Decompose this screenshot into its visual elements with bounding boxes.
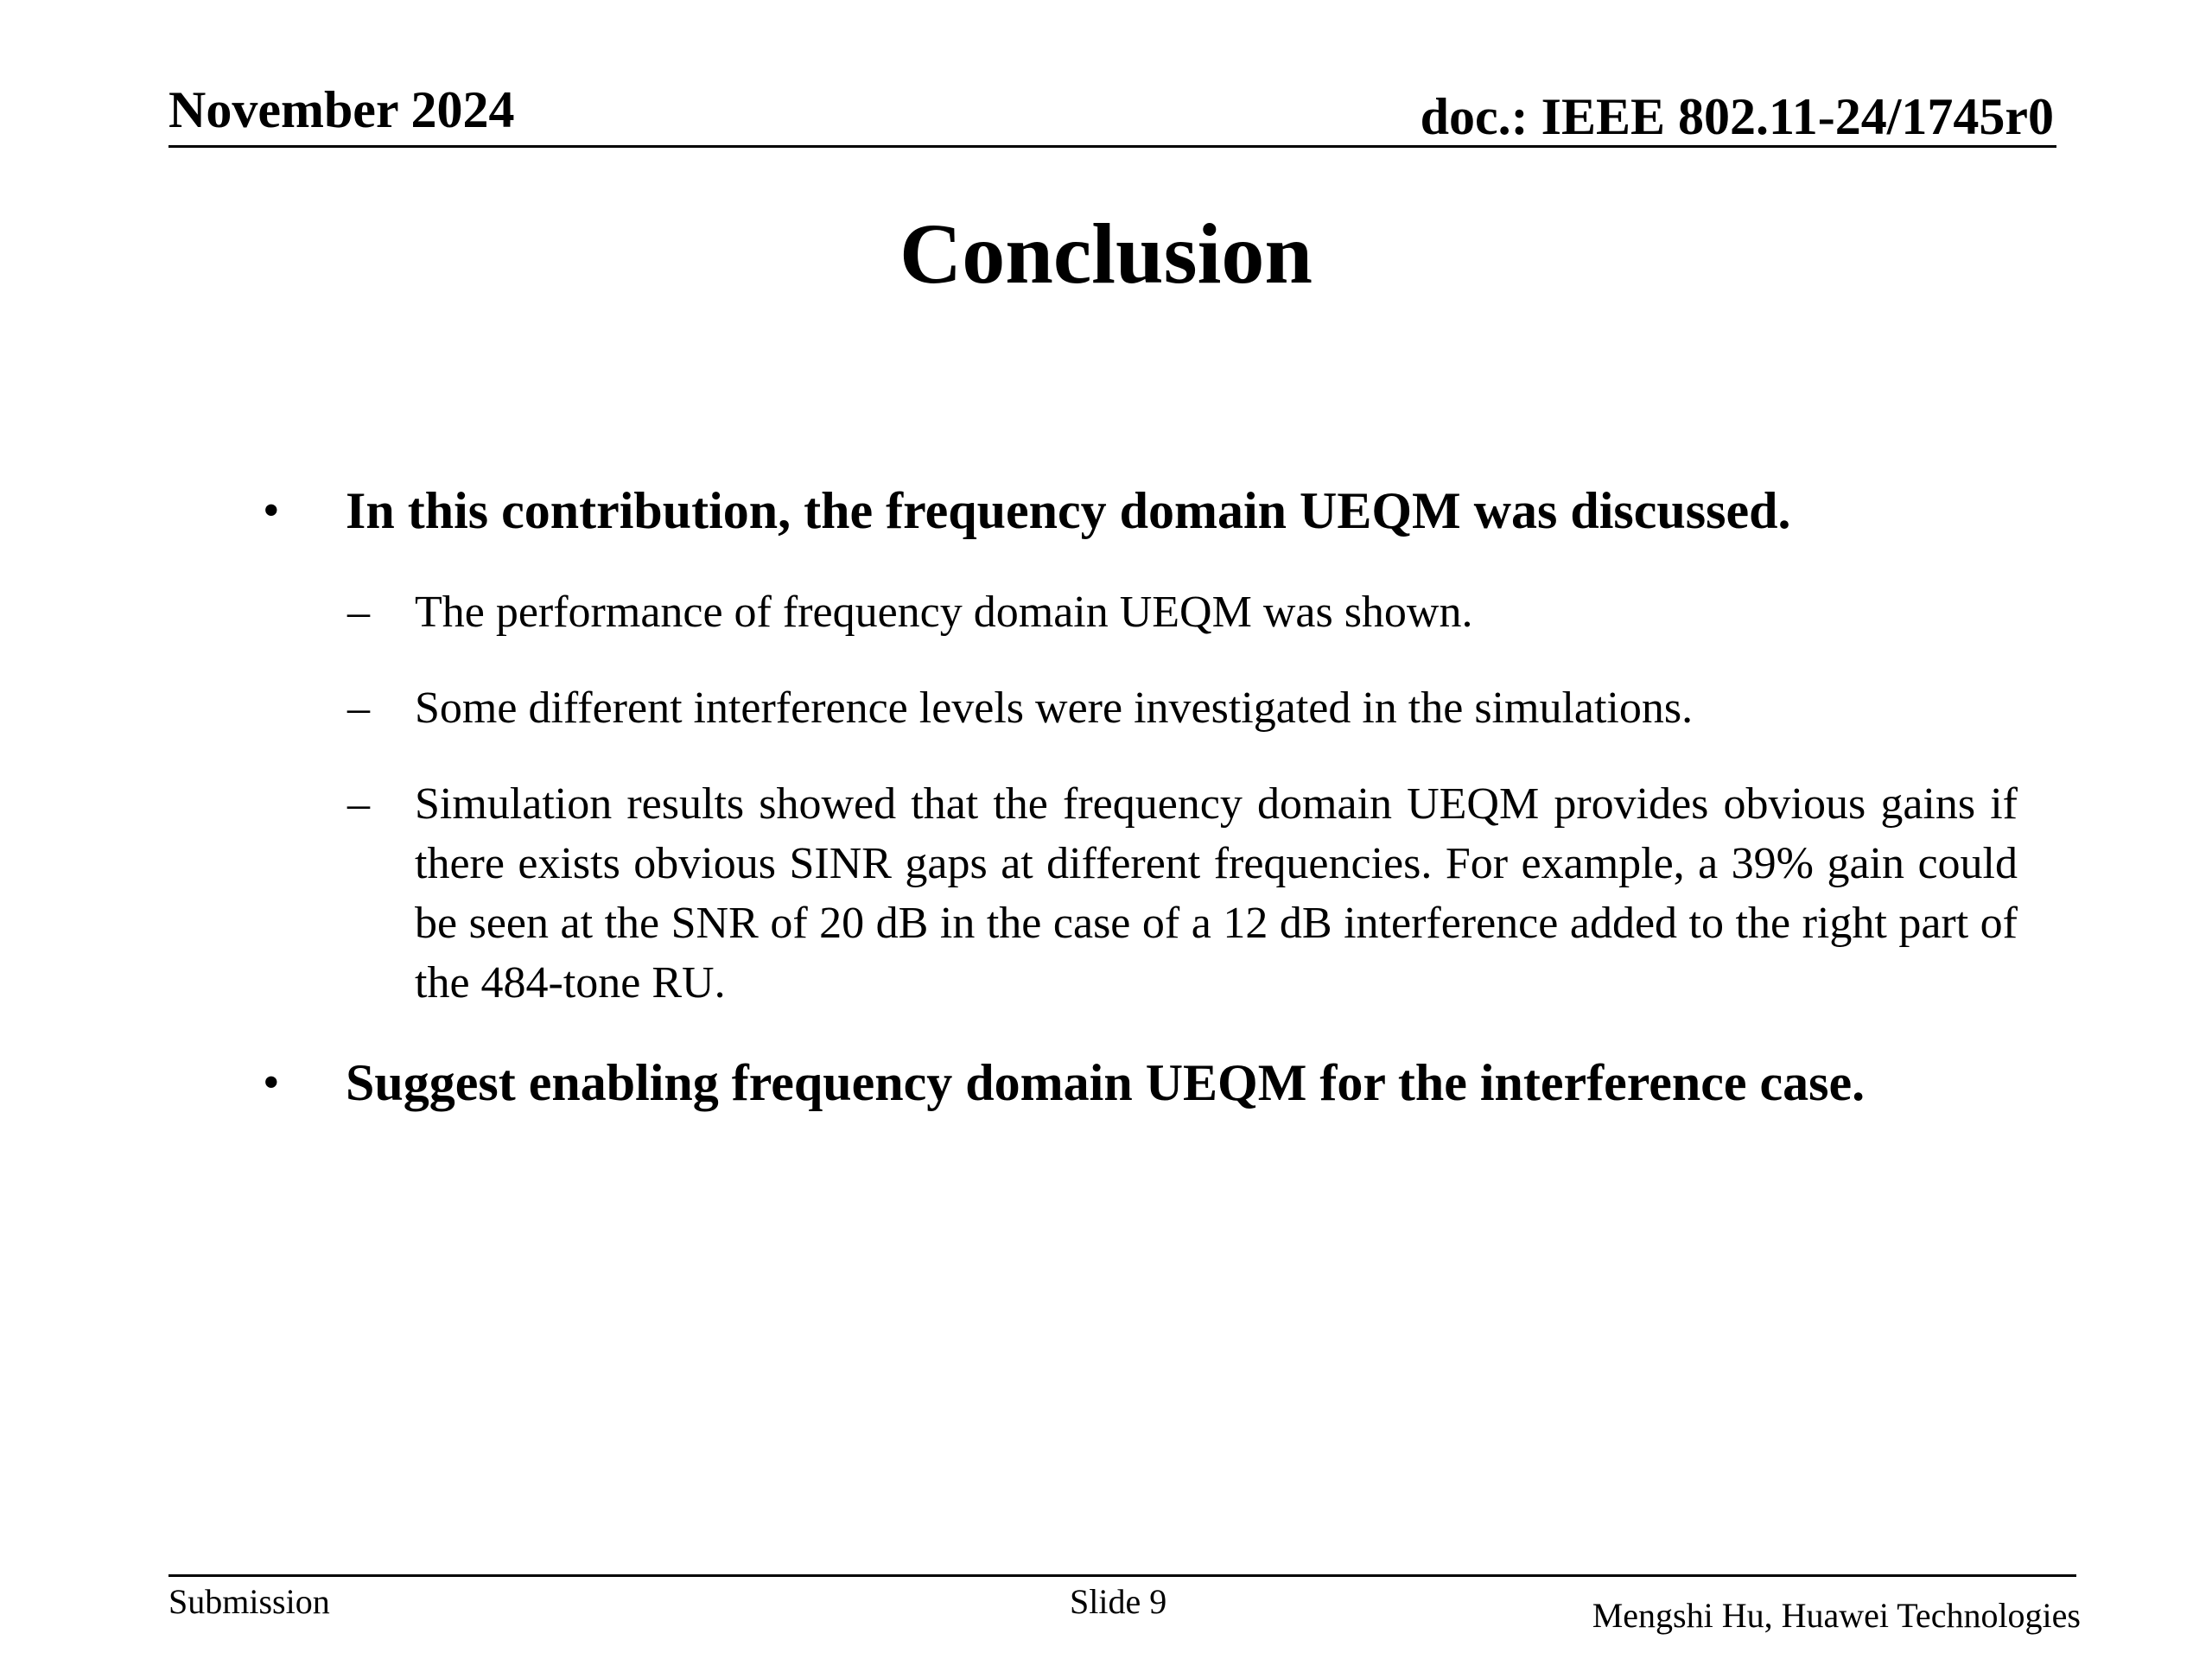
sub-bullet-text: Some different interference levels were investigated in the simulations. <box>415 683 1694 733</box>
sub-bullet-marker: – <box>347 683 370 733</box>
footer-slide-number: Slide 9 <box>1070 1582 1167 1621</box>
header-divider <box>168 145 2056 148</box>
header-date: November 2024 <box>168 81 515 138</box>
bullet-marker: • <box>263 1056 280 1109</box>
sub-bullet-text: Simulation results showed that the frequency domain UEQM provides obvious gains if there exists obvious SINR gaps at different frequencies. For example, a 39% gain could be seen at the SNR of 20 dB in the case of a 12 dB interference added to the right part of the 484-tone RU. <box>415 779 2018 1007</box>
header-doc-id: doc.: IEEE 802.11-24/1745r0 <box>1420 88 2054 145</box>
slide-title: Conclusion <box>899 206 1313 302</box>
sub-bullet-text: The performance of frequency domain UEQM was shown. <box>415 588 1473 637</box>
footer-author: Mengshi Hu, Huawei Technologies <box>1592 1596 2081 1635</box>
bullet-marker: • <box>263 484 280 537</box>
sub-bullet-marker: – <box>347 588 370 637</box>
footer-submission: Submission <box>168 1582 330 1621</box>
sub-bullet-marker: – <box>347 779 370 829</box>
bullet-text: Suggest enabling frequency domain UEQM for the interference case. <box>346 1054 1866 1111</box>
bullet-text: In this contribution, the frequency domain UEQM was discussed. <box>346 482 1791 539</box>
footer-divider <box>168 1574 2076 1577</box>
